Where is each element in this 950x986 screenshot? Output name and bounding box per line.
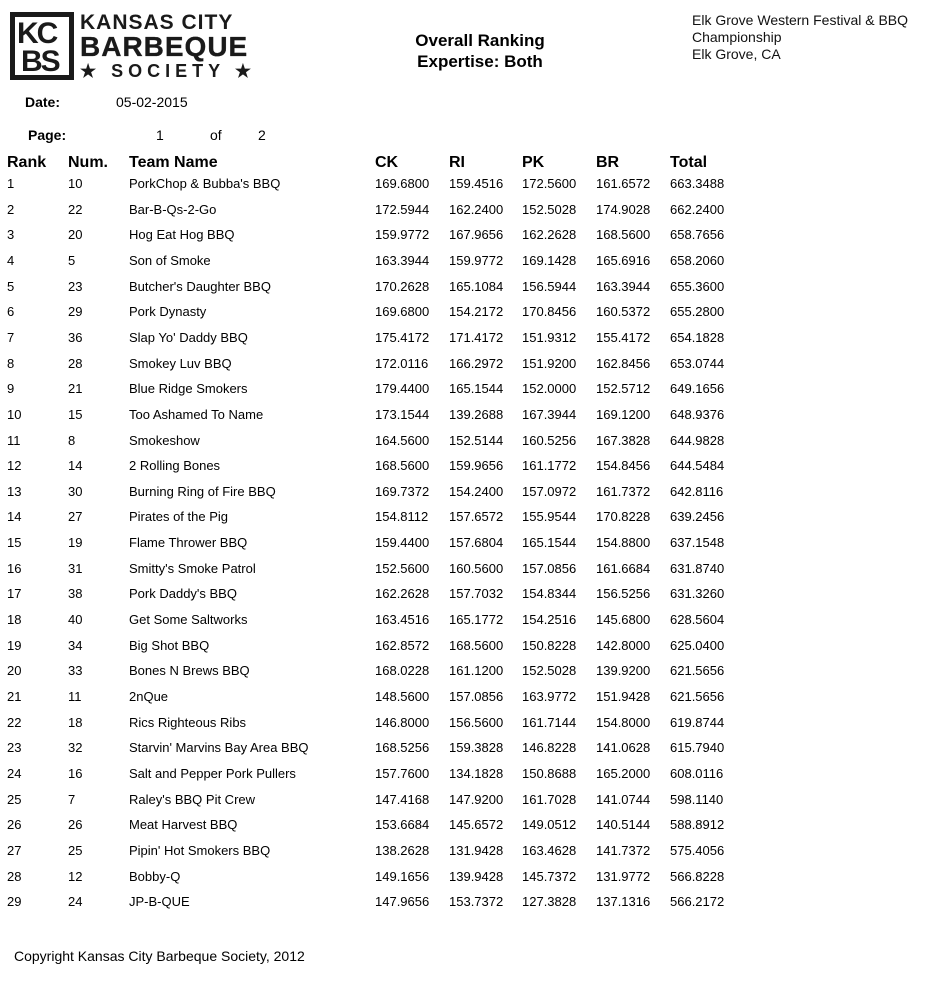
cell-ri: 139.2688: [449, 406, 504, 422]
cell-pk: 160.5256: [522, 432, 577, 448]
cell-total: 649.1656: [670, 381, 725, 397]
cell-total: 631.8740: [670, 560, 725, 576]
cell-ri: 145.6572: [449, 817, 504, 833]
cell-ck: 149.1656: [375, 868, 430, 884]
cell-rank: 22: [7, 714, 22, 730]
cell-rank: 25: [7, 791, 22, 807]
cell-br: 163.3944: [596, 278, 651, 294]
cell-team: Pirates of the Pig: [129, 509, 228, 525]
cell-ck: 163.3944: [375, 252, 430, 268]
table-row: [0, 176, 950, 196]
cell-team: Pipin' Hot Smokers BBQ: [129, 842, 271, 858]
cell-total: 588.8912: [670, 817, 725, 833]
kcbs-logo: [10, 12, 270, 82]
cell-team: Get Some Saltworks: [129, 612, 248, 627]
cell-pk: 169.1428: [522, 252, 577, 268]
cell-ri: 159.9772: [449, 252, 504, 268]
cell-ri: 160.5600: [449, 560, 504, 576]
cell-team: Burning Ring of Fire BBQ: [129, 483, 276, 499]
cell-num: 33: [68, 663, 83, 679]
cell-num: 7: [68, 791, 76, 807]
cell-num: 14: [68, 458, 83, 474]
table-row: [0, 227, 950, 247]
cell-br: 152.5712: [596, 381, 651, 397]
cell-total: 608.0116: [670, 765, 724, 781]
cell-total: 653.0744: [670, 355, 725, 371]
cell-team: Starvin' Marvins Bay Area BBQ: [129, 740, 309, 756]
cell-pk: 157.0856: [522, 560, 577, 576]
cell-br: 168.5600: [596, 227, 651, 243]
cell-br: 162.8456: [596, 355, 651, 371]
col-header-br: BR: [596, 154, 620, 171]
cell-pk: 150.8688: [522, 765, 577, 781]
cell-total: 598.1140: [670, 791, 724, 807]
cell-br: 141.7372: [596, 842, 651, 858]
cell-total: 631.3260: [670, 586, 725, 602]
cell-team: Bones N Brews BBQ: [129, 663, 250, 679]
cell-rank: 12: [7, 458, 22, 474]
cell-num: 32: [68, 740, 83, 756]
page-label: Page:: [28, 127, 67, 143]
cell-num: 40: [68, 612, 83, 627]
cell-ck: 173.1544: [375, 406, 430, 422]
cell-pk: 154.2516: [522, 612, 577, 627]
table-row: [0, 792, 950, 812]
cell-total: 575.4056: [670, 842, 725, 858]
cell-ri: 157.0856: [449, 689, 504, 704]
cell-br: 161.6572: [596, 176, 651, 191]
cell-total: 566.8228: [670, 868, 725, 884]
cell-pk: 170.8456: [522, 304, 577, 320]
cell-ri: 159.3828: [449, 740, 504, 756]
cell-num: 5: [68, 252, 76, 268]
cell-num: 19: [68, 535, 83, 551]
cell-br: 145.6800: [596, 612, 651, 627]
cell-br: 154.8800: [596, 535, 651, 551]
cell-ck: 162.8572: [375, 637, 430, 653]
cell-num: 31: [68, 560, 83, 576]
cell-ri: 168.5600: [449, 637, 504, 653]
cell-num: 36: [68, 329, 83, 345]
table-row: [0, 689, 950, 709]
logo-line-society: ★ SOCIETY ★: [80, 61, 256, 81]
cell-num: 11: [68, 689, 82, 704]
table-row: [0, 612, 950, 632]
cell-num: 23: [68, 278, 83, 294]
cell-rank: 23: [7, 740, 22, 756]
cell-ri: 154.2400: [449, 483, 504, 499]
cell-total: 625.0400: [670, 637, 725, 653]
cell-team: Butcher's Daughter BBQ: [129, 278, 271, 294]
table-row: [0, 330, 950, 350]
cell-pk: 151.9200: [522, 355, 577, 371]
cell-ri: 165.1544: [449, 381, 504, 397]
cell-team: Smokeshow: [129, 432, 200, 448]
cell-team: Flame Thrower BBQ: [129, 535, 248, 551]
cell-ri: 167.9656: [449, 227, 504, 243]
table-row: [0, 509, 950, 529]
cell-ri: 154.2172: [449, 304, 504, 320]
cell-team: Rics Righteous Ribs: [129, 714, 247, 730]
cell-rank: 4: [7, 252, 15, 268]
kcbs-monogram: [10, 12, 74, 80]
cell-num: 16: [68, 765, 83, 781]
cell-rank: 9: [7, 381, 15, 397]
cell-ri: 156.5600: [449, 714, 504, 730]
logo-line-barbeque: BARBEQUE: [80, 31, 249, 62]
report-title-block: [380, 30, 580, 72]
table-row: [0, 843, 950, 863]
cell-br: 131.9772: [596, 868, 651, 884]
cell-pk: 149.0512: [522, 817, 577, 833]
date-label: Date:: [25, 94, 61, 110]
cell-ri: 153.7372: [449, 894, 504, 910]
cell-rank: 29: [7, 894, 22, 910]
cell-num: 22: [68, 201, 83, 217]
table-row: [0, 253, 950, 273]
table-row: [0, 433, 950, 453]
cell-team: Raley's BBQ Pit Crew: [129, 791, 256, 807]
cell-ri: 157.7032: [449, 586, 504, 602]
cell-ri: 162.2400: [449, 201, 504, 217]
cell-ck: 179.4400: [375, 381, 430, 397]
cell-ri: 166.2972: [449, 355, 504, 371]
cell-pk: 152.0000: [522, 381, 577, 397]
cell-ck: 172.5944: [375, 201, 430, 217]
cell-ck: 153.6684: [375, 817, 430, 833]
cell-rank: 18: [7, 612, 22, 627]
cell-team: Bobby-Q: [129, 868, 181, 884]
cell-ck: 148.5600: [375, 689, 430, 704]
cell-team: Pork Daddy's BBQ: [129, 586, 237, 602]
cell-br: 139.9200: [596, 663, 651, 679]
cell-num: 24: [68, 894, 83, 910]
cell-br: 151.9428: [596, 689, 651, 704]
cell-pk: 172.5600: [522, 176, 577, 191]
cell-rank: 2: [7, 201, 15, 217]
cell-rank: 17: [7, 586, 22, 602]
cell-team: Big Shot BBQ: [129, 637, 210, 653]
cell-num: 15: [68, 406, 83, 422]
logo-line-kansas-city: KANSAS CITY: [80, 11, 234, 34]
cell-team: Smokey Luv BBQ: [129, 355, 232, 371]
cell-pk: 154.8344: [522, 586, 577, 602]
cell-num: 10: [68, 176, 83, 191]
cell-total: 662.2400: [670, 201, 725, 217]
cell-ri: 171.4172: [449, 329, 504, 345]
cell-total: 619.8744: [670, 714, 725, 730]
cell-total: 644.9828: [670, 432, 725, 448]
cell-rank: 15: [7, 535, 22, 551]
page-current: 1: [156, 127, 164, 143]
logo-wordmark: [80, 12, 256, 82]
report-title: Overall Ranking: [415, 31, 545, 50]
cell-ri: 165.1084: [449, 278, 504, 294]
cell-total: 639.2456: [670, 509, 725, 525]
event-name-cont: Championship: [692, 29, 782, 45]
page-of: of: [210, 127, 222, 143]
table-row: [0, 663, 950, 683]
cell-pk: 151.9312: [522, 329, 577, 345]
cell-num: 29: [68, 304, 83, 320]
cell-team: Bar-B-Qs-2-Go: [129, 201, 217, 217]
cell-ri: 147.9200: [449, 791, 504, 807]
cell-total: 566.2172: [670, 894, 725, 910]
cell-rank: 27: [7, 842, 22, 858]
cell-team: Too Ashamed To Name: [129, 406, 264, 422]
cell-total: 637.1548: [670, 535, 725, 551]
table-row: [0, 766, 950, 786]
cell-team: 2 Rolling Bones: [129, 458, 221, 474]
col-header-ri: RI: [449, 154, 465, 171]
cell-br: 165.6916: [596, 252, 651, 268]
cell-ck: 169.6800: [375, 176, 430, 191]
cell-ck: 154.8112: [375, 509, 429, 525]
cell-num: 27: [68, 509, 83, 525]
cell-ck: 175.4172: [375, 329, 430, 345]
copyright-footer: Copyright Kansas City Barbeque Society, 2012: [14, 948, 305, 964]
cell-rank: 14: [7, 509, 22, 525]
cell-br: 169.1200: [596, 406, 651, 422]
page-total: 2: [258, 127, 266, 143]
table-row: [0, 381, 950, 401]
cell-team: Smitty's Smoke Patrol: [129, 560, 256, 576]
cell-pk: 162.2628: [522, 227, 577, 243]
table-row: [0, 638, 950, 658]
cell-team: JP-B-QUE: [129, 894, 190, 910]
cell-rank: 11: [7, 432, 21, 448]
cell-ri: 131.9428: [449, 842, 504, 858]
event-location: Elk Grove, CA: [692, 46, 781, 62]
cell-total: 648.9376: [670, 406, 725, 422]
table-row: [0, 740, 950, 760]
cell-ck: 146.8000: [375, 714, 430, 730]
cell-br: 141.0744: [596, 791, 651, 807]
cell-total: 615.7940: [670, 740, 725, 756]
cell-ri: 159.9656: [449, 458, 504, 474]
col-header-rank: Rank: [7, 154, 47, 171]
cell-pk: 161.7144: [522, 714, 577, 730]
table-row: [0, 561, 950, 581]
cell-br: 154.8000: [596, 714, 651, 730]
col-header-pk: PK: [522, 154, 545, 171]
cell-rank: 1: [7, 176, 15, 191]
cell-total: 654.1828: [670, 329, 725, 345]
monogram-top: KC: [17, 17, 57, 50]
cell-ck: 159.4400: [375, 535, 430, 551]
table-row: [0, 484, 950, 504]
cell-pk: 163.4628: [522, 842, 577, 858]
cell-ri: 134.1828: [449, 765, 504, 781]
cell-ri: 152.5144: [449, 432, 504, 448]
cell-num: 30: [68, 483, 83, 499]
cell-ck: 172.0116: [375, 355, 429, 371]
table-row: [0, 356, 950, 376]
cell-rank: 3: [7, 227, 15, 243]
cell-pk: 156.5944: [522, 278, 577, 294]
cell-rank: 20: [7, 663, 22, 679]
event-info: [692, 12, 942, 63]
cell-num: 38: [68, 586, 83, 602]
cell-ri: 159.4516: [449, 176, 504, 191]
cell-team: Blue Ridge Smokers: [129, 381, 248, 397]
table-row: [0, 458, 950, 478]
cell-num: 21: [68, 381, 83, 397]
cell-rank: 24: [7, 765, 22, 781]
table-row: [0, 586, 950, 606]
cell-ck: 169.6800: [375, 304, 430, 320]
cell-ck: 152.5600: [375, 560, 430, 576]
cell-ck: 168.5256: [375, 740, 430, 756]
cell-ri: 157.6804: [449, 535, 504, 551]
cell-ck: 168.5600: [375, 458, 430, 474]
col-header-ck: CK: [375, 154, 399, 171]
cell-br: 141.0628: [596, 740, 651, 756]
cell-pk: 165.1544: [522, 535, 577, 551]
cell-br: 155.4172: [596, 329, 651, 345]
cell-ck: 159.9772: [375, 227, 430, 243]
cell-total: 628.5604: [670, 612, 725, 627]
cell-num: 18: [68, 714, 83, 730]
cell-rank: 19: [7, 637, 22, 653]
cell-rank: 5: [7, 278, 15, 294]
cell-rank: 7: [7, 329, 15, 345]
cell-num: 25: [68, 842, 83, 858]
cell-team: Salt and Pepper Pork Pullers: [129, 765, 296, 781]
table-row: [0, 279, 950, 299]
cell-br: 161.6684: [596, 560, 651, 576]
cell-num: 20: [68, 227, 83, 243]
cell-rank: 16: [7, 560, 22, 576]
cell-total: 663.3488: [670, 176, 725, 191]
cell-ck: 157.7600: [375, 765, 430, 781]
cell-team: Slap Yo' Daddy BBQ: [129, 329, 248, 345]
cell-pk: 163.9772: [522, 689, 577, 704]
cell-pk: 161.1772: [522, 458, 577, 474]
cell-num: 34: [68, 637, 83, 653]
cell-ck: 169.7372: [375, 483, 430, 499]
table-row: [0, 894, 950, 914]
cell-br: 142.8000: [596, 637, 651, 653]
cell-ck: 147.9656: [375, 894, 430, 910]
cell-rank: 13: [7, 483, 22, 499]
cell-total: 621.5656: [670, 689, 725, 704]
cell-total: 655.2800: [670, 304, 725, 320]
cell-ck: 163.4516: [375, 612, 430, 627]
cell-rank: 8: [7, 355, 15, 371]
cell-team: Meat Harvest BBQ: [129, 817, 238, 833]
cell-br: 137.1316: [596, 894, 651, 910]
cell-ck: 138.2628: [375, 842, 430, 858]
table-row: [0, 202, 950, 222]
cell-pk: 155.9544: [522, 509, 577, 525]
table-row: [0, 817, 950, 837]
cell-team: Pork Dynasty: [129, 304, 207, 320]
col-header-total: Total: [670, 154, 708, 171]
table-row: [0, 407, 950, 427]
cell-br: 154.8456: [596, 458, 651, 474]
cell-rank: 6: [7, 304, 15, 320]
cell-total: 621.5656: [670, 663, 725, 679]
cell-ck: 162.2628: [375, 586, 430, 602]
cell-br: 174.9028: [596, 201, 651, 217]
cell-total: 658.2060: [670, 252, 725, 268]
cell-ck: 147.4168: [375, 791, 430, 807]
col-header-team: Team Name: [129, 154, 218, 171]
cell-br: 161.7372: [596, 483, 651, 499]
date-value: 05-02-2015: [116, 94, 188, 110]
cell-total: 658.7656: [670, 227, 725, 243]
table-row: [0, 869, 950, 889]
cell-total: 642.8116: [670, 483, 724, 499]
cell-pk: 152.5028: [522, 663, 577, 679]
table-row: [0, 304, 950, 324]
cell-ri: 157.6572: [449, 509, 504, 525]
cell-br: 140.5144: [596, 817, 651, 833]
col-header-num: Num.: [68, 154, 108, 171]
cell-total: 644.5484: [670, 458, 725, 474]
cell-ck: 170.2628: [375, 278, 430, 294]
cell-pk: 127.3828: [522, 894, 577, 910]
cell-br: 170.8228: [596, 509, 651, 525]
cell-ri: 165.1772: [449, 612, 504, 627]
cell-team: Hog Eat Hog BBQ: [129, 227, 235, 243]
cell-pk: 157.0972: [522, 483, 577, 499]
cell-ck: 164.5600: [375, 432, 430, 448]
event-name: Elk Grove Western Festival & BBQ: [692, 12, 909, 28]
cell-total: 655.3600: [670, 278, 725, 294]
cell-rank: 26: [7, 817, 22, 833]
cell-ri: 139.9428: [449, 868, 504, 884]
cell-team: Son of Smoke: [129, 252, 211, 268]
report-subtitle: Expertise: Both: [417, 52, 543, 71]
cell-num: 26: [68, 817, 83, 833]
cell-ri: 161.1200: [449, 663, 504, 679]
table-row: [0, 535, 950, 555]
cell-pk: 167.3944: [522, 406, 577, 422]
cell-br: 156.5256: [596, 586, 651, 602]
cell-num: 8: [68, 432, 76, 448]
cell-rank: 21: [7, 689, 22, 704]
cell-ck: 168.0228: [375, 663, 430, 679]
cell-br: 167.3828: [596, 432, 651, 448]
cell-num: 12: [68, 868, 83, 884]
cell-pk: 161.7028: [522, 791, 577, 807]
cell-team: 2nQue: [129, 689, 169, 704]
cell-pk: 150.8228: [522, 637, 577, 653]
cell-rank: 28: [7, 868, 22, 884]
cell-pk: 145.7372: [522, 868, 577, 884]
monogram-bottom: BS: [21, 45, 59, 78]
cell-rank: 10: [7, 406, 22, 422]
cell-pk: 146.8228: [522, 740, 577, 756]
cell-br: 160.5372: [596, 304, 651, 320]
cell-br: 165.2000: [596, 765, 651, 781]
cell-team: PorkChop & Bubba's BBQ: [129, 176, 281, 191]
cell-num: 28: [68, 355, 83, 371]
table-row: [0, 715, 950, 735]
cell-pk: 152.5028: [522, 201, 577, 217]
